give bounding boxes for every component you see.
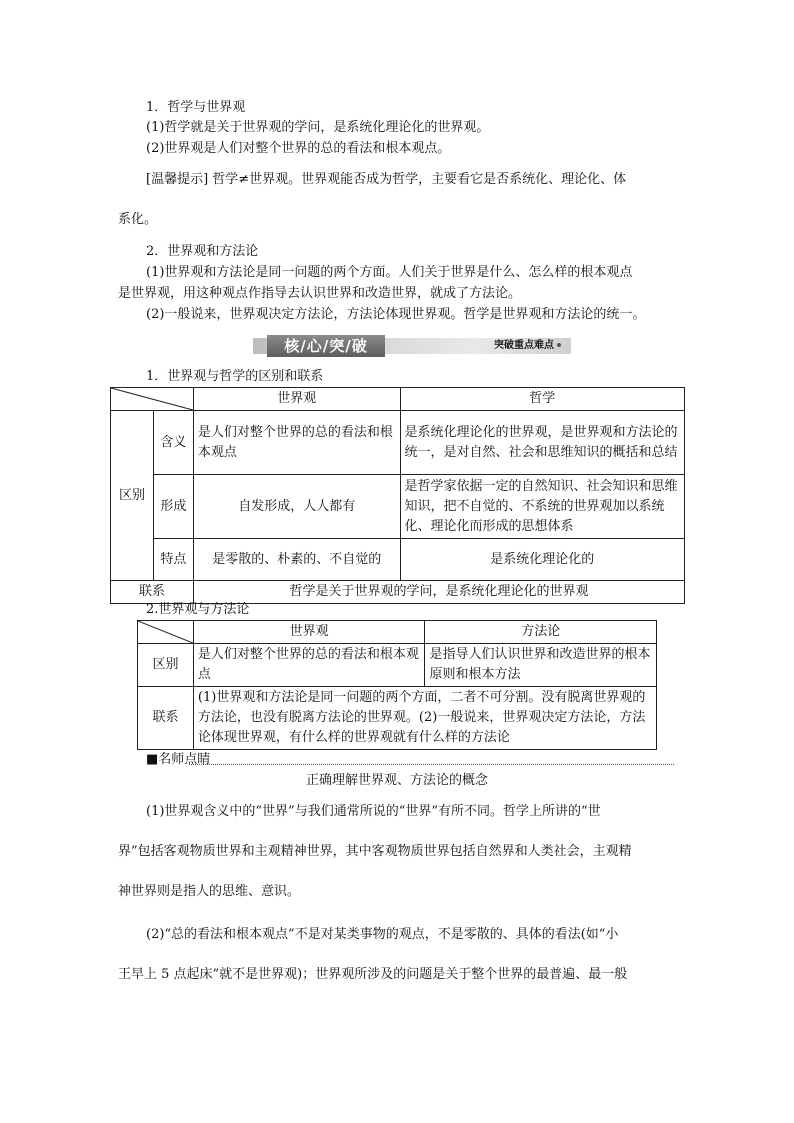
section-heading-worldview-methodology: 2．世界观和方法论	[146, 244, 259, 259]
paragraph: (1)世界观和方法论是同一问题的两个方面。人们关于世界是什么、怎么样的根本观点	[146, 265, 633, 280]
table-cell: 是系统化理论化的	[400, 539, 684, 581]
section-heading-philosophy: 1．哲学与世界观	[146, 100, 246, 115]
core-breakthrough-banner	[253, 335, 571, 357]
group-label: 区别	[111, 411, 154, 581]
paragraph: (2)世界观是人们对整个世界的总的看法和根本观点。	[146, 141, 451, 156]
row-label: 特点	[153, 539, 193, 581]
comparison-table-worldview-methodology	[137, 620, 657, 750]
paragraph: 界”包括客观物质世界和主观精神世界，其中客观物质世界包括自然界和人类社会，主观精	[118, 844, 632, 859]
table-cell: 是零散的、朴素的、不自觉的	[193, 539, 400, 581]
paragraph: 王早上 5 点起床”就不是世界观)；世界观所涉及的问题是关于整个世界的最普遍、最一般	[118, 967, 628, 982]
diagonal-header-cell	[111, 388, 194, 411]
table1-title: 1．世界观与哲学的区别和联系	[146, 369, 324, 384]
comparison-table-worldview-philosophy	[110, 387, 685, 604]
paragraph: (2)“总的看法和根本观点”不是对某类事物的观点，不是零散的、具体的看法(如“小	[146, 927, 619, 942]
table-cell: 是人们对整个世界的总的看法和根本观点	[193, 644, 425, 687]
column-header: 哲学	[400, 388, 684, 411]
paragraph: 神世界则是指人的思维、意识。	[118, 884, 301, 899]
banner-label: 核/心/突/破	[267, 335, 385, 357]
table-cell: 是人们对整个世界的总的看法和根本观点	[193, 411, 400, 475]
table-cell: 是哲学家依据一定的自然知识、社会知识和思维知识，把不自觉的、不系统的世界观加以系统化、理论化而形成的思想体系	[400, 475, 684, 539]
tips-title: 正确理解世界观、方法论的概念	[305, 773, 488, 788]
paragraph: (1)哲学就是关于世界观的学问，是系统化理论化的世界观。	[146, 120, 490, 135]
row-label: 形成	[153, 475, 193, 539]
paragraph: (1)世界观含义中的“世界”与我们通常所说的“世界”有所不同。哲学上所讲的“世	[146, 804, 601, 819]
tip-text: 系化。	[118, 212, 158, 227]
paragraph: 是世界观，用这种观点作指导去认识世界和改造世界，就成了方法论。	[118, 286, 522, 301]
column-header: 世界观	[193, 621, 425, 644]
diagonal-header-cell	[138, 621, 194, 644]
tip-text: [温馨提示] 哲学≠世界观。世界观能否成为哲学，主要看它是否系统化、理论化、体	[146, 172, 627, 187]
banner-right-text: 突破重点难点	[494, 338, 561, 354]
dot-icon	[557, 343, 561, 347]
table2-title: 2.世界观与方法论	[146, 602, 250, 617]
row-label: 区别	[138, 644, 194, 687]
row-label: 联系	[111, 581, 194, 604]
table-cell: 自发形成，人人都有	[193, 475, 400, 539]
table-cell: 是系统化理论化的世界观，是世界观和方法论的统一，是对自然、社会和思维知识的概括和总结	[400, 411, 684, 475]
row-label: 联系	[138, 687, 194, 750]
table-cell: 哲学是关于世界观的学问，是系统化理论化的世界观	[193, 581, 684, 604]
table-cell: 是指导人们认识世界和改造世界的根本原则和根本方法	[425, 644, 657, 687]
dotted-divider	[189, 764, 674, 765]
column-header: 世界观	[193, 388, 400, 411]
column-header: 方法论	[425, 621, 657, 644]
row-label: 含义	[153, 411, 193, 475]
table-cell: (1)世界观和方法论是同一问题的两个方面，二者不可分割。没有脱离世界观的方法论，也没有脱离方法论的世界观。(2)一般说来，世界观决定方法论，方法论体现世界观，有什么样的世界观就有什么样的方法论	[193, 687, 656, 750]
tips-marker: ■名师点睛	[146, 752, 211, 767]
paragraph: (2)一般说来，世界观决定方法论，方法论体现世界观。哲学是世界观和方法论的统一。	[146, 307, 646, 322]
